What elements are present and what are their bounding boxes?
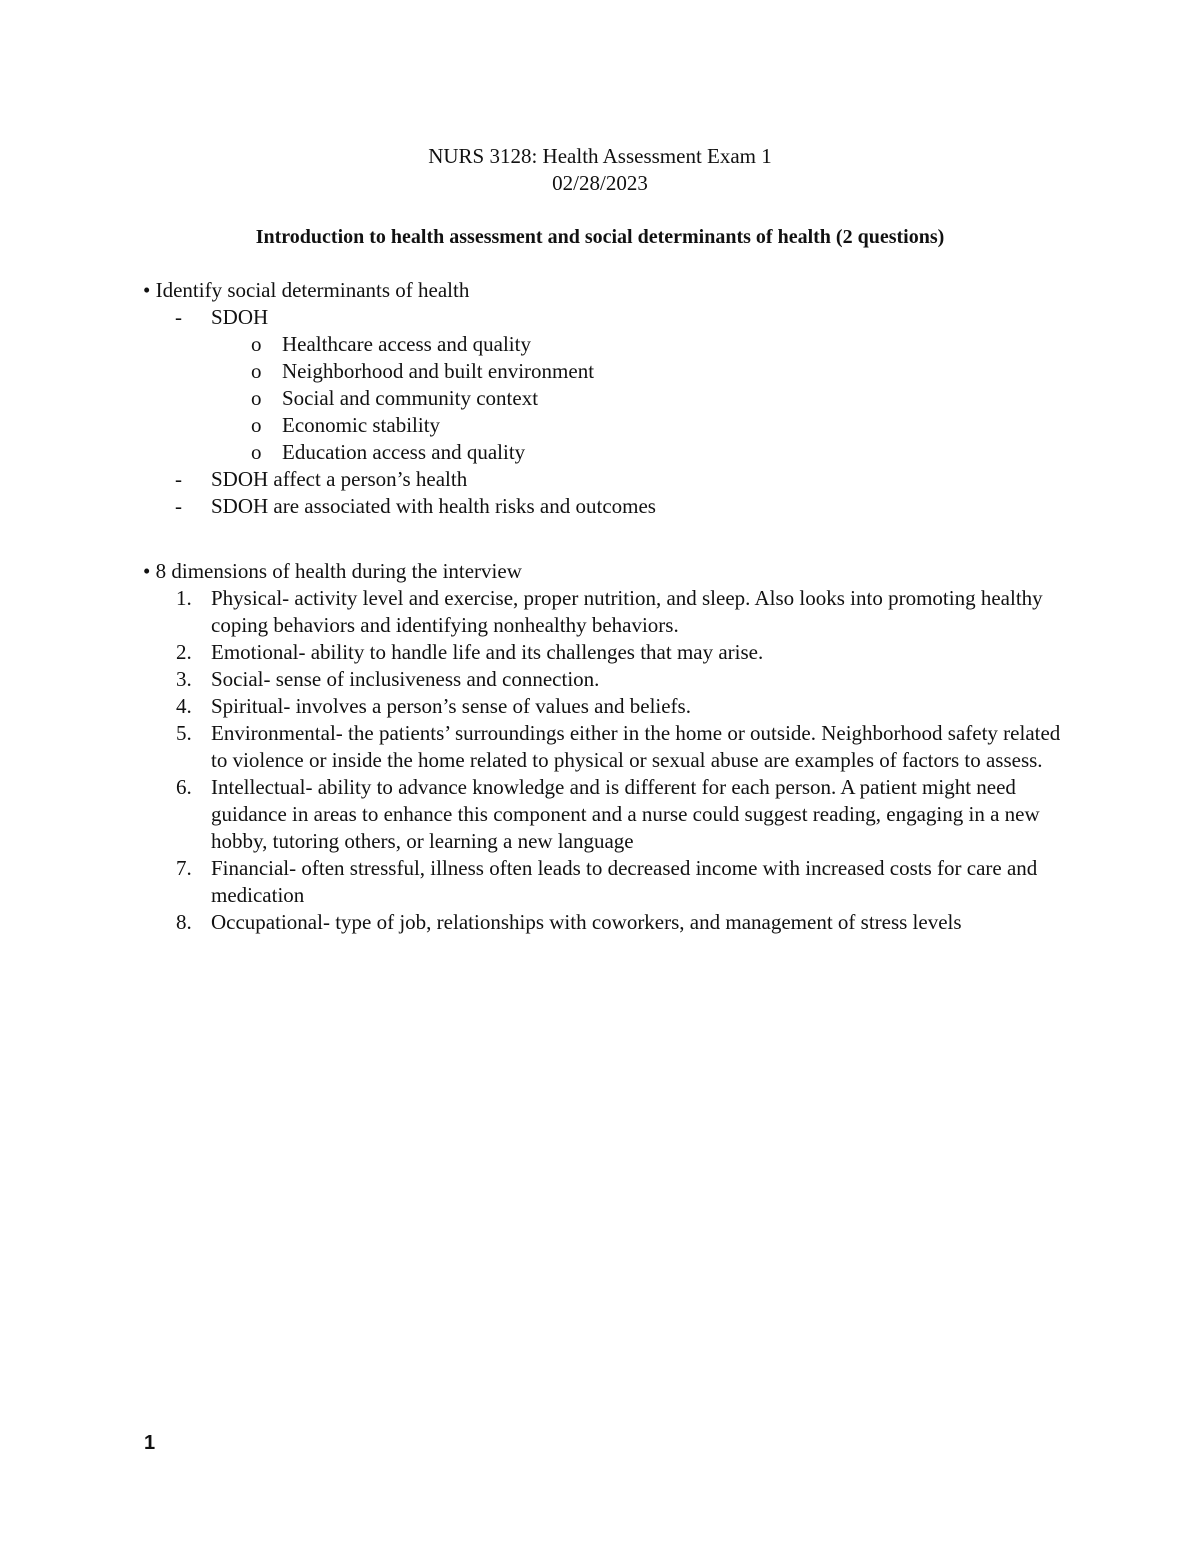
sdoh-section-title-text: Identify social determinants of health	[155, 278, 470, 302]
sdoh-item-text: Neighborhood and built environment	[282, 359, 595, 383]
sdoh-label: SDOH	[211, 305, 269, 329]
item-number: 8.	[176, 910, 192, 934]
sdoh-item	[143, 331, 1083, 358]
sdoh-note-text: SDOH are associated with health risks and outcomes	[211, 494, 656, 518]
item-number: 4.	[176, 694, 192, 718]
dimension-item	[143, 639, 1083, 666]
sdoh-item	[143, 385, 1083, 412]
item-number: 7.	[176, 856, 192, 880]
sdoh-item-text: Social and community context	[282, 386, 539, 410]
bullet-marker: •	[143, 559, 151, 583]
circle-marker: o	[251, 440, 262, 464]
page-number: 1	[144, 1432, 156, 1454]
section-heading: Introduction to health assessment and social determinants of health (2 questions)	[255, 226, 945, 248]
dimensions-section-title	[143, 558, 1083, 585]
sdoh-item	[143, 412, 1083, 439]
document-date: 02/28/2023	[552, 171, 648, 195]
sdoh-item	[143, 439, 1083, 466]
circle-marker: o	[251, 332, 262, 356]
item-number: 3.	[176, 667, 192, 691]
dimension-item	[143, 774, 1083, 855]
dimension-item	[143, 693, 1083, 720]
dimension-text: Financial- often stressful, illness often leads to decreased income with increased costs for care and medication	[211, 856, 1038, 907]
dimension-text: Social- sense of inclusiveness and connection.	[211, 667, 600, 691]
dimension-text: Spiritual- involves a person’s sense of values and beliefs.	[211, 694, 691, 718]
item-number: 5.	[176, 721, 192, 745]
circle-marker: o	[251, 359, 262, 383]
dimension-text: Intellectual- ability to advance knowledge and is different for each person. A patient might need guidance in areas to enhance this component and a nurse could suggest reading, engaging in a new hobby, tutoring others, or learning a new language	[211, 775, 1040, 853]
dimension-item	[143, 666, 1083, 693]
dimensions-section	[143, 558, 1083, 936]
sdoh-label-row	[143, 304, 1083, 331]
circle-marker: o	[251, 386, 262, 410]
dimension-item	[143, 720, 1083, 774]
item-number: 6.	[176, 775, 192, 799]
sdoh-note	[143, 493, 1083, 520]
item-number: 1.	[176, 586, 192, 610]
sdoh-item-text: Economic stability	[282, 413, 441, 437]
sdoh-item-text: Education access and quality	[282, 440, 526, 464]
dimension-text: Physical- activity level and exercise, proper nutrition, and sleep. Also looks into promoting healthy coping behaviors and identifying nonhealthy behaviors.	[211, 586, 1043, 637]
circle-marker: o	[251, 413, 262, 437]
item-number: 2.	[176, 640, 192, 664]
sdoh-note	[143, 466, 1083, 493]
sdoh-section	[143, 277, 1083, 520]
sdoh-item	[143, 358, 1083, 385]
dimension-item	[143, 585, 1083, 639]
dash-marker: -	[175, 494, 182, 518]
dimension-item	[143, 909, 1083, 936]
document-title: NURS 3128: Health Assessment Exam 1	[428, 144, 772, 168]
dimension-item	[143, 855, 1083, 909]
dash-marker: -	[175, 467, 182, 491]
dimension-text: Environmental- the patients’ surroundings either in the home or outside. Neighborhood safety related to violence or inside the home related to physical or sexual abuse are examples of factors to assess.	[211, 721, 1061, 772]
sdoh-section-title	[143, 277, 1083, 304]
dimension-text: Occupational- type of job, relationships with coworkers, and management of stress levels	[211, 910, 962, 934]
sdoh-note-text: SDOH affect a person’s health	[211, 467, 468, 491]
bullet-marker: •	[143, 278, 151, 302]
dimension-text: Emotional- ability to handle life and its challenges that may arise.	[211, 640, 764, 664]
dash-marker: -	[175, 305, 182, 329]
dimensions-section-title-text: 8 dimensions of health during the interview	[155, 559, 522, 583]
sdoh-item-text: Healthcare access and quality	[282, 332, 531, 356]
